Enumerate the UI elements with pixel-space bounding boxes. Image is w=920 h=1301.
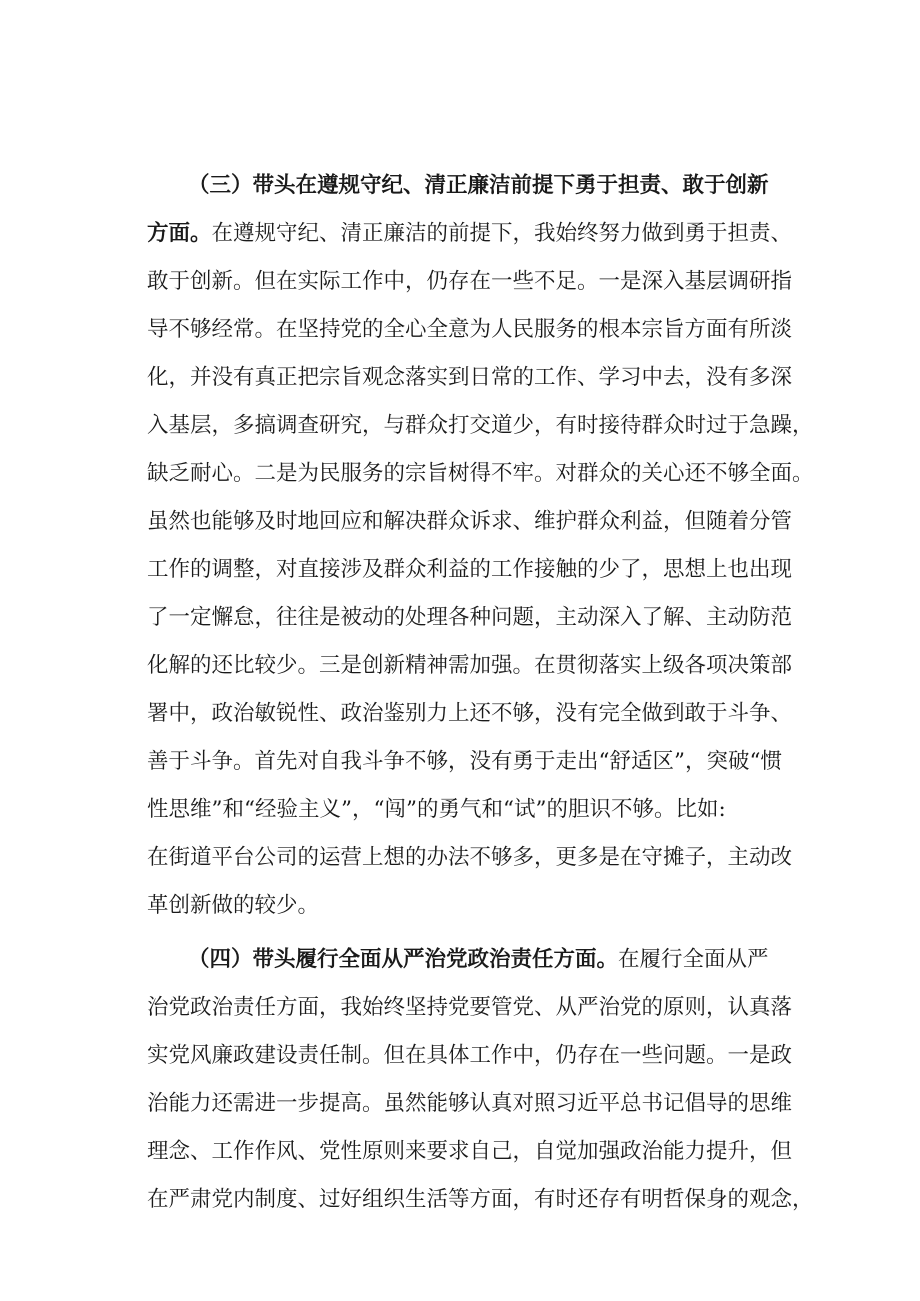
section4-heading: （四）带头履行全面从严治党政治责任方面。 — [188, 947, 619, 972]
text-run: 治党政治责任方面，我始终坚持党要管党、从严治党的原则，认真落 — [147, 995, 793, 1020]
paragraph-line — [147, 890, 827, 922]
text-run: 在履行全面从严 — [618, 947, 769, 972]
paragraph-line — [147, 602, 827, 634]
paragraph-line — [147, 1184, 827, 1216]
text-run: 敢于创新。但在实际工作中，仍存在一些不足。一是深入基层调研指 — [147, 269, 793, 294]
text-run: 治能力还需进一步提高。虽然能够认真对照习近平总书记倡导的思维 — [147, 1091, 793, 1116]
text-run: 在严肃党内制度、过好组织生活等方面，有时还存有明哲保身的观念， — [147, 1187, 814, 1212]
text-run: 善于斗争。首先对自我斗争不够，没有勇于走出“舒适区”，突破“惯 — [147, 749, 782, 774]
paragraph-line — [147, 218, 827, 250]
text-run: 虽然也能够及时地回应和解决群众诉求、维护群众利益，但随着分管 — [147, 509, 793, 534]
text-run: 导不够经常。在坚持党的全心全意为人民服务的根本宗旨方面有所淡 — [147, 317, 793, 342]
paragraph-line — [147, 1136, 827, 1168]
text-run: 革创新做的较少。 — [147, 893, 320, 918]
paragraph-line — [147, 506, 827, 538]
text-run: 了一定懈怠，往往是被动的处理各种问题，主动深入了解、主动防范 — [147, 605, 793, 630]
text-run: 在街道平台公司的运营上想的办法不够多，更多是在守摊子，主动改 — [147, 845, 793, 870]
section3-heading: （三）带头在遵规守纪、清正廉洁前提下勇于担责、敢于创新 — [188, 173, 769, 198]
text-run: 性思维”和“经验主义”，“闯”的勇气和“试”的胆识不够。比如: — [147, 797, 726, 822]
paragraph-line — [147, 1040, 827, 1072]
section3-heading-end: 方面。 — [147, 221, 212, 246]
text-run: 理念、工作作风、党性原则来要求自己，自觉加强政治能力提升，但 — [147, 1139, 793, 1164]
paragraph-line — [147, 266, 827, 298]
text-run: 工作的调整，对直接涉及群众利益的工作接触的少了，思想上也出现 — [147, 557, 793, 582]
section4-heading-line — [188, 944, 828, 976]
paragraph-line — [147, 410, 827, 442]
paragraph-line — [147, 1088, 827, 1120]
paragraph-line — [147, 362, 827, 394]
text-run: 入基层，多搞调查研究，与群众打交道少，有时接待群众时过于急躁， — [147, 413, 814, 438]
text-run: 署中，政治敏锐性、政治鉴别力上还不够，没有完全做到敢于斗争、 — [147, 701, 793, 726]
paragraph-line — [147, 314, 827, 346]
text-run: 化，并没有真正把宗旨观念落实到日常的工作、学习中去，没有多深 — [147, 365, 793, 390]
paragraph-line — [147, 746, 827, 778]
paragraph-line — [147, 650, 827, 682]
paragraph-line — [147, 794, 827, 826]
paragraph-line — [147, 458, 827, 490]
paragraph-line — [147, 554, 827, 586]
text-run: 实党风廉政建设责任制。但在具体工作中，仍存在一些问题。一是政 — [147, 1043, 793, 1068]
paragraph-line — [147, 842, 827, 874]
section3-heading-line — [188, 170, 828, 202]
text-run: 在遵规守纪、清正廉洁的前提下，我始终努力做到勇于担责、 — [211, 221, 793, 246]
paragraph-line — [147, 992, 827, 1024]
text-run: 化解的还比较少。三是创新精神需加强。在贯彻落实上级各项决策部 — [147, 653, 793, 678]
paragraph-line — [147, 698, 827, 730]
text-run: 缺乏耐心。二是为民服务的宗旨树得不牢。对群众的关心还不够全面。 — [147, 461, 814, 486]
